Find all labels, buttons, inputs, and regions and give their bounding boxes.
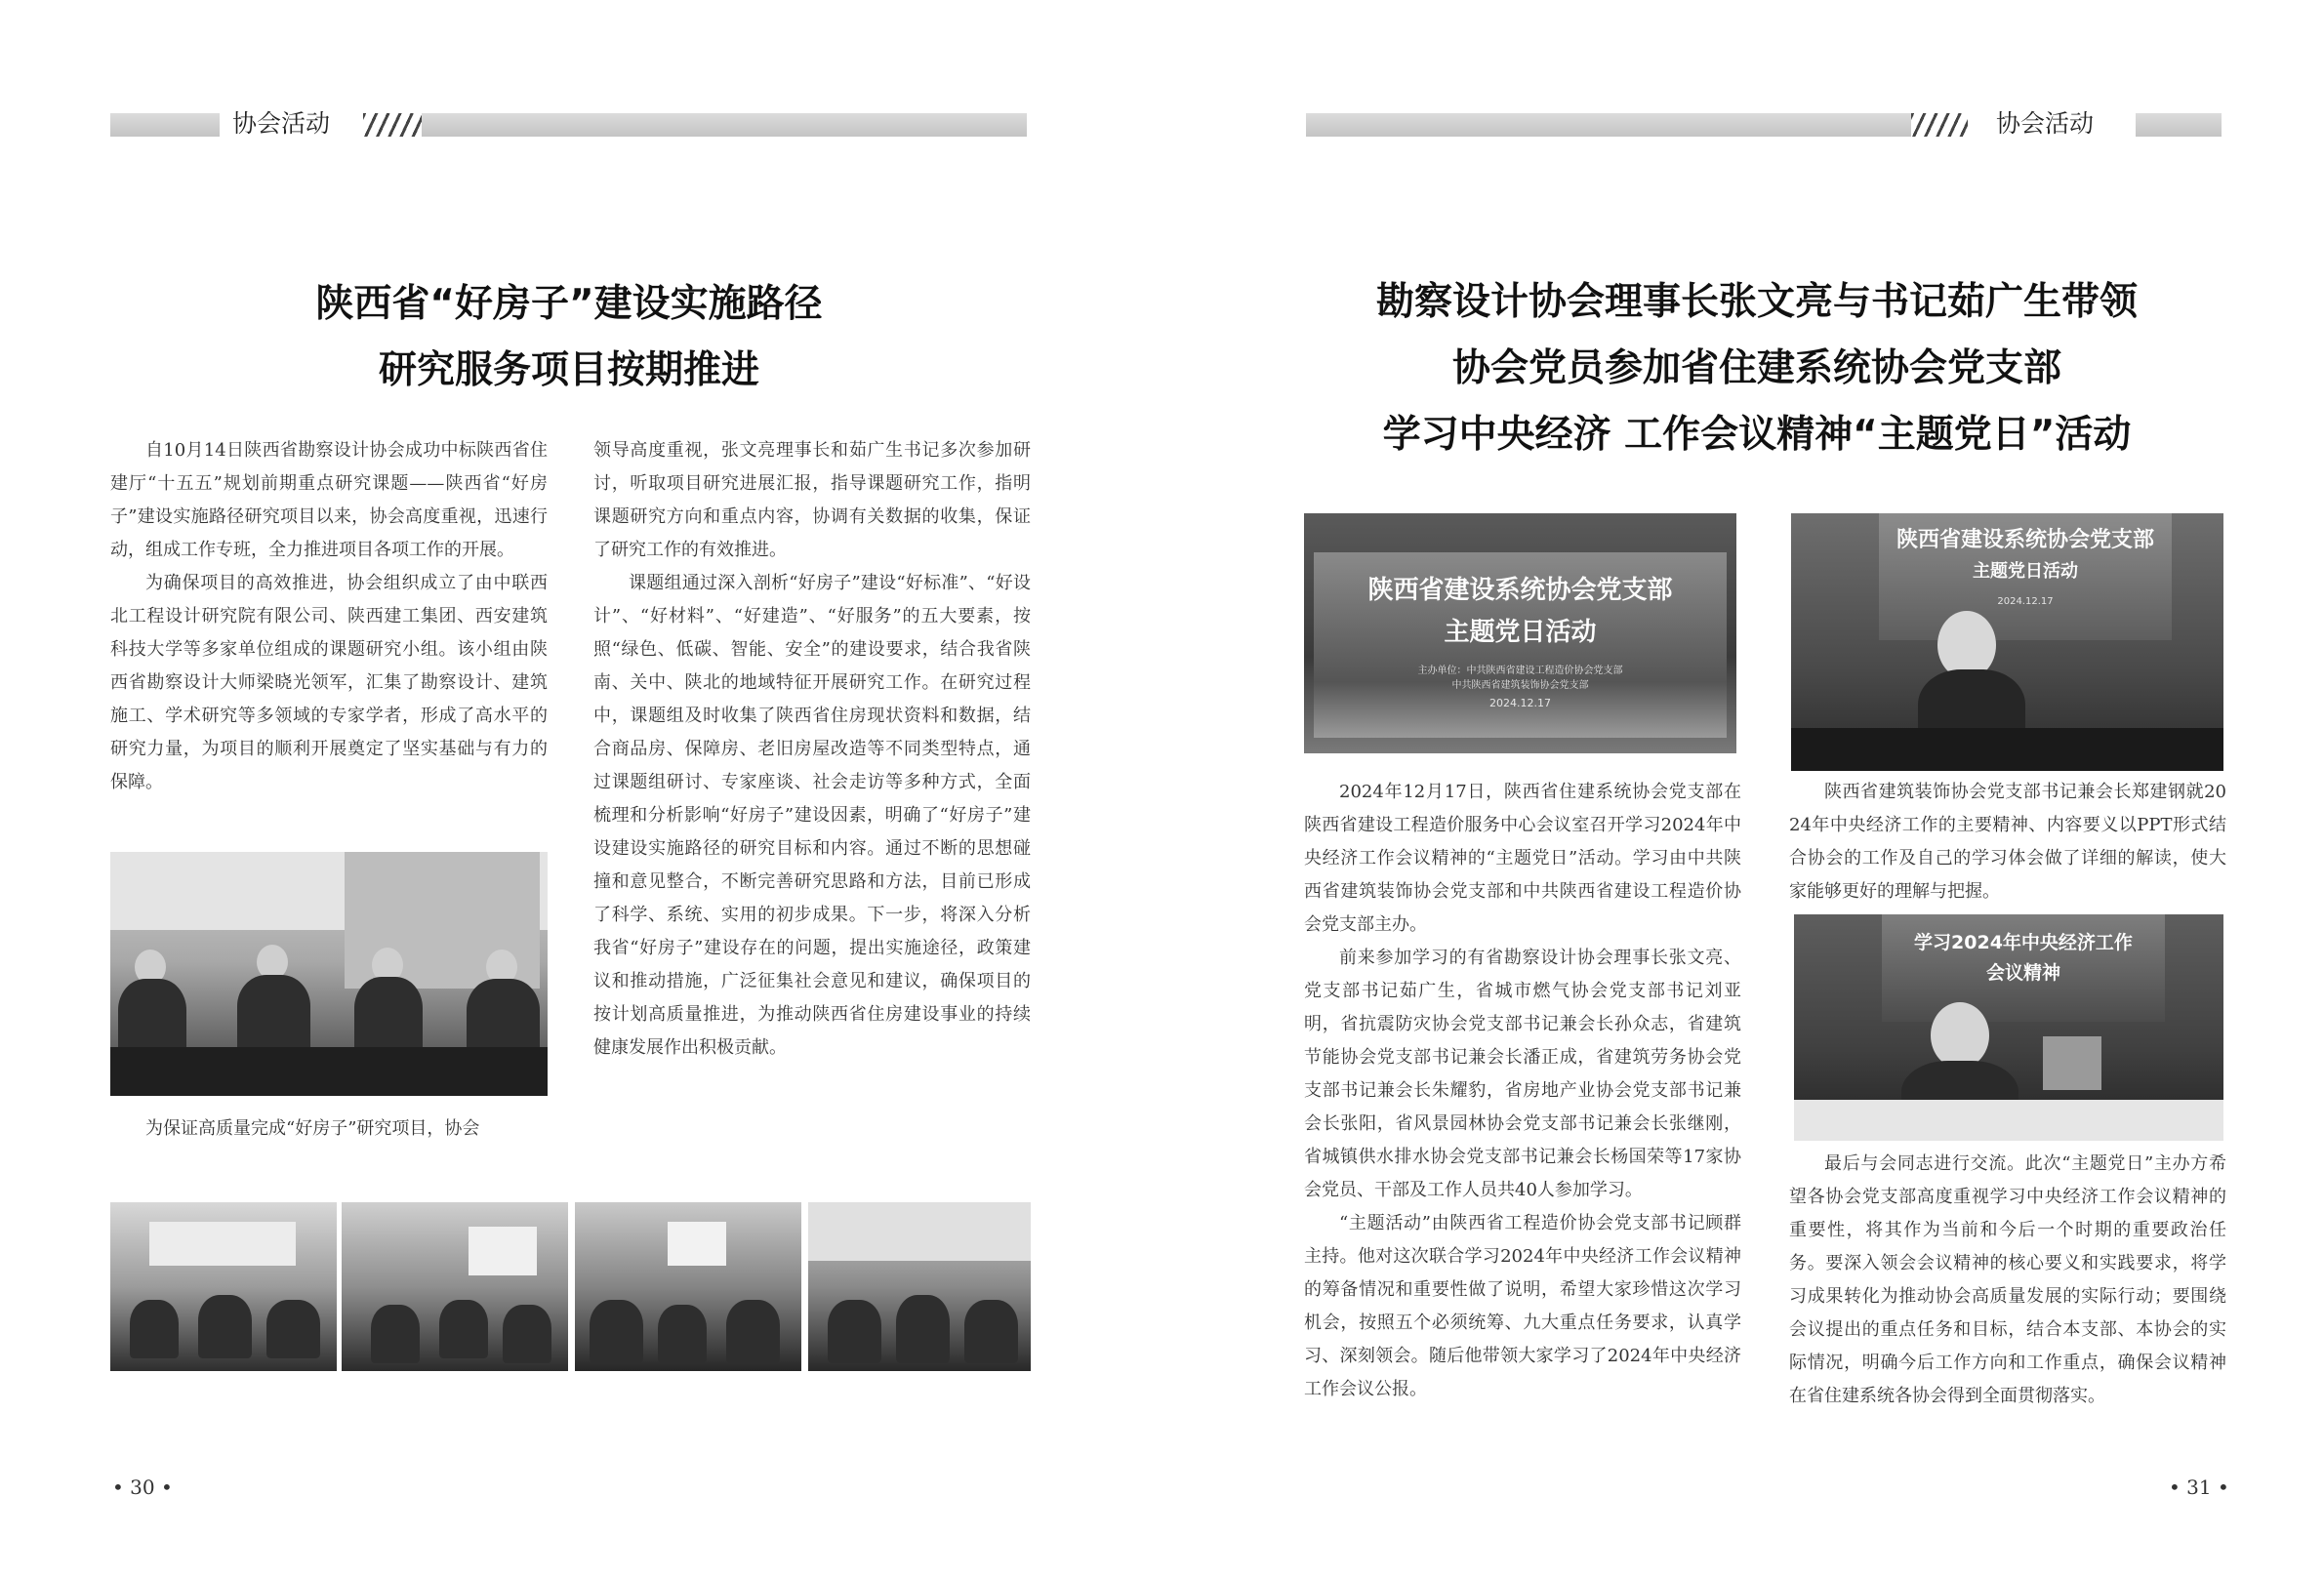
- speaker1-screen-line-1: 陕西省建设系统协会党支部: [1896, 528, 2154, 552]
- paragraph: 最后与会同志进行交流。此次“主题党日”主办方希望各协会党支部高度重视学习中央经济工作会议精神的重要性，将其作为当前和今后一个时期的重要政治任务。要深入领会会议精神的核心要义和实践要求，将学习成果转化为推动协会高质量发展的实际行动；要围绕会议提出的重点任务和目标，结合本支部、本协会的实际情况，明确今后工作方向和工作重点，确保会议精神在省住建系统各协会得到全面贯彻落实。: [1789, 1153, 2226, 1406]
- right-column-2-bottom: [1789, 1148, 2226, 1413]
- right-title-line-2: 协会党员参加省住建系统协会党支部: [1451, 346, 2061, 390]
- banner-organizer-1: 主办单位：中共陕西省建设工程造价协会党支部: [1417, 666, 1623, 676]
- left-column-2: [593, 434, 1031, 1065]
- right-column-1: [1304, 776, 1741, 1406]
- left-title-line-2: 研究服务项目按期推进: [378, 348, 759, 392]
- meeting-photo: [110, 852, 548, 1096]
- paragraph: 课题组通过深入剖析“好房子”建设“好标准”、“好设计”、“好材料”、“好建造”、“好服务”的五大要素，按照“绿色、低碳、智能、安全”的建设要求，结合我省陕南、关中、陕北的地域特征开展研究工作。在研究过程中，课题组及时收集了陕西省住房现状资料和数据，结合商品房、保障房、老旧房屋改造等不同类型特点，通过课题组研讨、专家座谈、社会走访等多种方式，全面梳理和分析影响“好房子”建设因素，明确了“好房子”建设建设实施路径的研究目标和内容。通过不断的思想碰撞和意见整合，不断完善研究思路和方法，目前已形成了科学、系统、实用的初步成果。下一步，将深入分析我省“好房子”建设存在的问题，提出实施途径，政策建议和推动措施，广泛征集社会意见和建议，确保项目的按计划高质量推进，为推动陕西省住房建设事业的持续健康发展作出积极贡献。: [593, 573, 1031, 1058]
- left-section-label: 协会活动: [232, 109, 331, 138]
- left-column-1: [110, 434, 548, 799]
- speaker1-screen-line-2: 主题党日活动: [1973, 561, 2078, 582]
- left-header-band-right: [422, 113, 1027, 137]
- speaker-photo-2: [1794, 914, 2223, 1141]
- right-section-label: 协会活动: [1996, 109, 2095, 138]
- event-banner-photo: [1304, 513, 1736, 753]
- right-title-line-3: 学习中央经济 工作会议精神“主题党日”活动: [1382, 413, 2132, 457]
- paragraph: 为保证高质量完成“好房子”研究项目，协会: [145, 1118, 480, 1139]
- paragraph: 领导高度重视，张文亮理事长和茹广生书记多次参加研讨，听取项目研究进展汇报，指导课题研究工作，指明课题研究方向和重点内容，协调有关数据的收集，保证了研究工作的有效推进。: [593, 440, 1031, 560]
- left-title-line-1: 陕西省“好房子”建设实施路径: [315, 282, 823, 326]
- right-page-number: • 31 •: [2169, 1475, 2229, 1499]
- right-header-band: [1306, 113, 1911, 137]
- paragraph: 2024年12月17日，陕西省住建系统协会党支部在陕西省建设工程造价服务中心会议室召开学习2024年中央经济工作会议精神的“主题党日”活动。学习由中共陕西省建筑装饰协会党支部和中共陕西省建设工程造价协会党支部主办。: [1304, 782, 1741, 935]
- right-column-2-top: [1789, 776, 2226, 909]
- right-title-line-1: 勘察设计协会理事长张文亮与书记茹广生带领: [1375, 280, 2138, 324]
- photo-strip-2: [342, 1202, 568, 1371]
- paragraph: 前来参加学习的有省勘察设计协会理事长张文亮、党支部书记茹广生，省城市燃气协会党支部书记刘亚明，省抗震防灾协会党支部书记兼会长孙众志，省建筑节能协会党支部书记兼会长潘正成，省建筑劳务协会党支部书记兼会长朱耀豹，省房地产业协会党支部书记兼会长张阳，省风景园林协会党支部书记兼会长张继刚，省城镇供水排水协会党支部书记兼会长杨国荣等17家协会党员、干部及工作人员共40人参加学习。: [1304, 948, 1741, 1200]
- speaker2-screen-line-2: 会议精神: [1985, 962, 2060, 984]
- banner-title-line-2: 主题党日活动: [1444, 618, 1597, 647]
- left-column-1-bottom: [110, 1112, 548, 1146]
- speaker1-screen-date: 2024.12.17: [1997, 596, 2054, 607]
- banner-title-line-1: 陕西省建设系统协会党支部: [1367, 576, 1673, 605]
- left-header-band: [110, 113, 220, 137]
- speaker2-screen-line-1: 学习2024年中央经济工作: [1914, 932, 2133, 953]
- paragraph: “主题活动”由陕西省工程造价协会党支部书记顾群主持。他对这次联合学习2024年中央经济工作会议精神的筹备情况和重要性做了说明，希望大家珍惜这次学习机会，按照五个必须统筹、九大重点任务要求，认真学习、深刻领会。随后他带领大家学习了2024年中央经济工作会议公报。: [1304, 1213, 1741, 1399]
- photo-strip-4: [808, 1202, 1031, 1371]
- speaker-photo-1: [1791, 513, 2223, 771]
- paragraph: 陕西省建筑装饰协会党支部书记兼会长郑建钢就2024年中央经济工作的主要精神、内容要义以PPT形式结合协会的工作及自己的学习体会做了详细的解读，使大家能够更好的理解与把握。: [1789, 782, 2226, 902]
- left-article-title: [110, 271, 1028, 404]
- right-article-title: [1269, 269, 2245, 468]
- banner-date: 2024.12.17: [1489, 697, 1551, 709]
- banner-organizer-2: 中共陕西省建筑装饰协会党支部: [1451, 680, 1589, 691]
- photo-strip-3: [575, 1202, 801, 1371]
- left-header-hatch: [363, 113, 422, 137]
- paragraph: 为确保项目的高效推进，协会组织成立了由中联西北工程设计研究院有限公司、陕西建工集团、西安建筑科技大学等多家单位组成的课题研究小组。该小组由陕西省勘察设计大师梁晓光领军，汇集了勘察设计、建筑施工、学术研究等多领域的专家学者，形成了高水平的研究力量，为项目的顺利开展奠定了坚实基础与有力的保障。: [110, 573, 548, 792]
- left-page-number: • 30 •: [112, 1475, 173, 1499]
- photo-strip-1: [110, 1202, 337, 1371]
- paragraph: 自10月14日陕西省勘察设计协会成功中标陕西省住建厅“十五五”规划前期重点研究课题——陕西省“好房子”建设实施路径研究项目以来，协会高度重视，迅速行动，组成工作专班，全力推进项目各项工作的开展。: [110, 440, 548, 560]
- right-header-hatch: [1911, 113, 1968, 137]
- right-header-band-end: [2136, 113, 2222, 137]
